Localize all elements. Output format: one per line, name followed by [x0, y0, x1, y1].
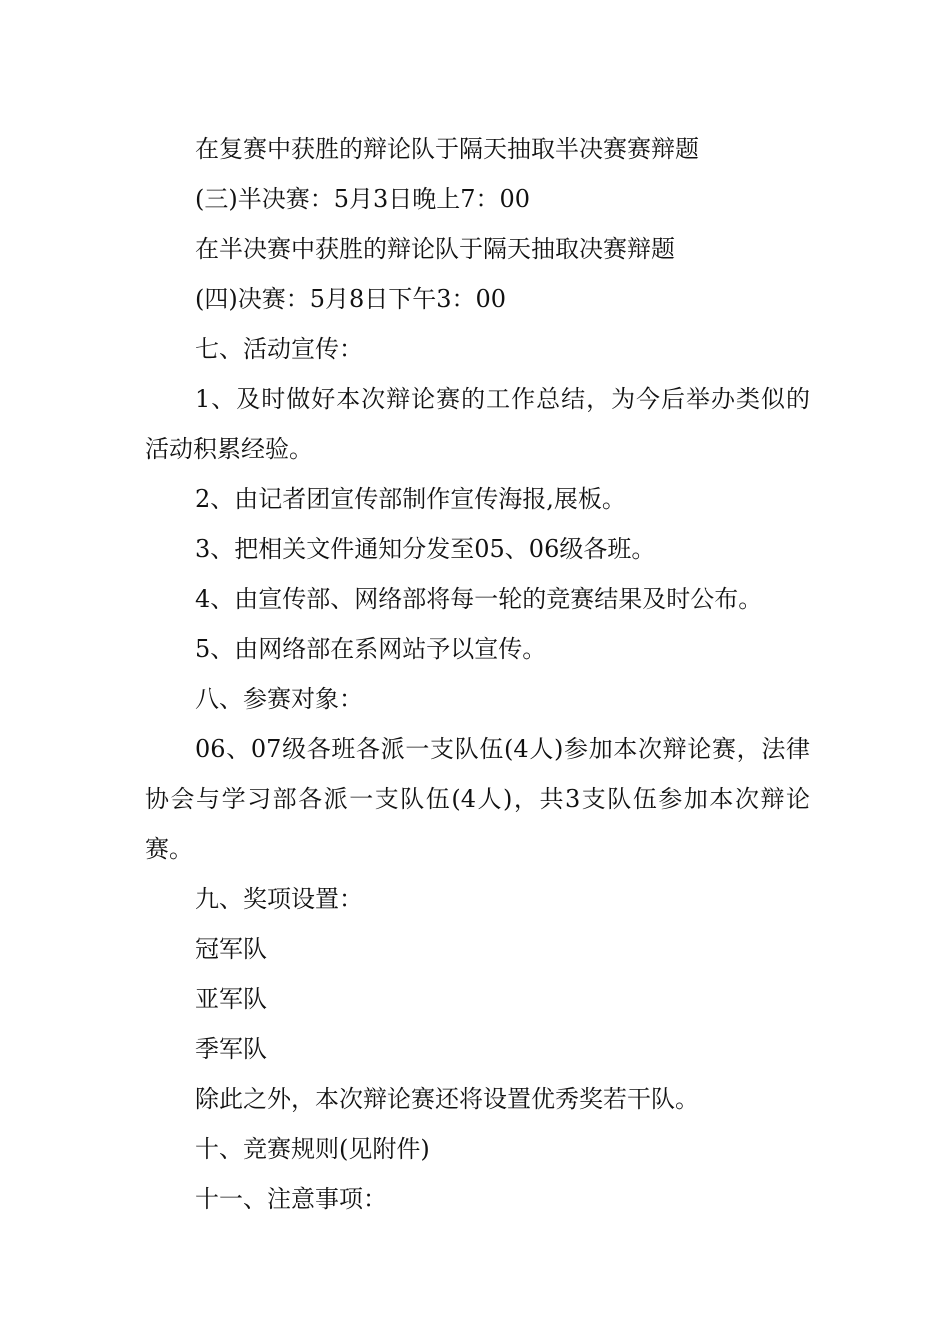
paragraph-final-topic-draw: 在半决赛中获胜的辩论队于隔天抽取决赛辩题 — [195, 235, 675, 263]
document-body — [145, 124, 810, 1224]
section-heading-participants: 八、参赛对象： — [195, 685, 363, 713]
paragraph-semifinal-topic-draw: 在复赛中获胜的辩论队于隔天抽取半决赛赛辩题 — [195, 135, 699, 163]
section-heading-publicity: 七、活动宣传： — [195, 335, 363, 363]
paragraph-participants: 06、07级各班各派一支队伍(4人)参加本次辩论赛，法律协会与学习部各派一支队伍(4人)，共3支队伍参加本次辩论赛。 — [145, 735, 810, 863]
paragraph-publicity-3: 3、把相关文件通知分发至05、06级各班。 — [195, 535, 656, 563]
paragraph-award-runner-up: 亚军队 — [195, 985, 267, 1013]
section-heading-rules: 十、竞赛规则(见附件) — [195, 1135, 430, 1163]
paragraph-publicity-2: 2、由记者团宣传部制作宣传海报,展板。 — [195, 485, 626, 513]
paragraph-award-excellence: 除此之外，本次辩论赛还将设置优秀奖若干队。 — [195, 1085, 699, 1113]
paragraph-final-time: (四)决赛：5月8日下午3：00 — [195, 285, 507, 313]
section-heading-notes: 十一、注意事项： — [195, 1185, 387, 1213]
paragraph-publicity-4: 4、由宣传部、网络部将每一轮的竞赛结果及时公布。 — [195, 585, 763, 613]
paragraph-award-champion: 冠军队 — [195, 935, 267, 963]
section-heading-awards: 九、奖项设置： — [195, 885, 363, 913]
paragraph-publicity-1: 1、及时做好本次辩论赛的工作总结，为今后举办类似的活动积累经验。 — [145, 385, 810, 463]
paragraph-award-third: 季军队 — [195, 1035, 267, 1063]
paragraph-semifinal-time: (三)半决赛：5月3日晚上7：00 — [195, 185, 531, 213]
paragraph-publicity-5: 5、由网络部在系网站予以宣传。 — [195, 635, 547, 663]
